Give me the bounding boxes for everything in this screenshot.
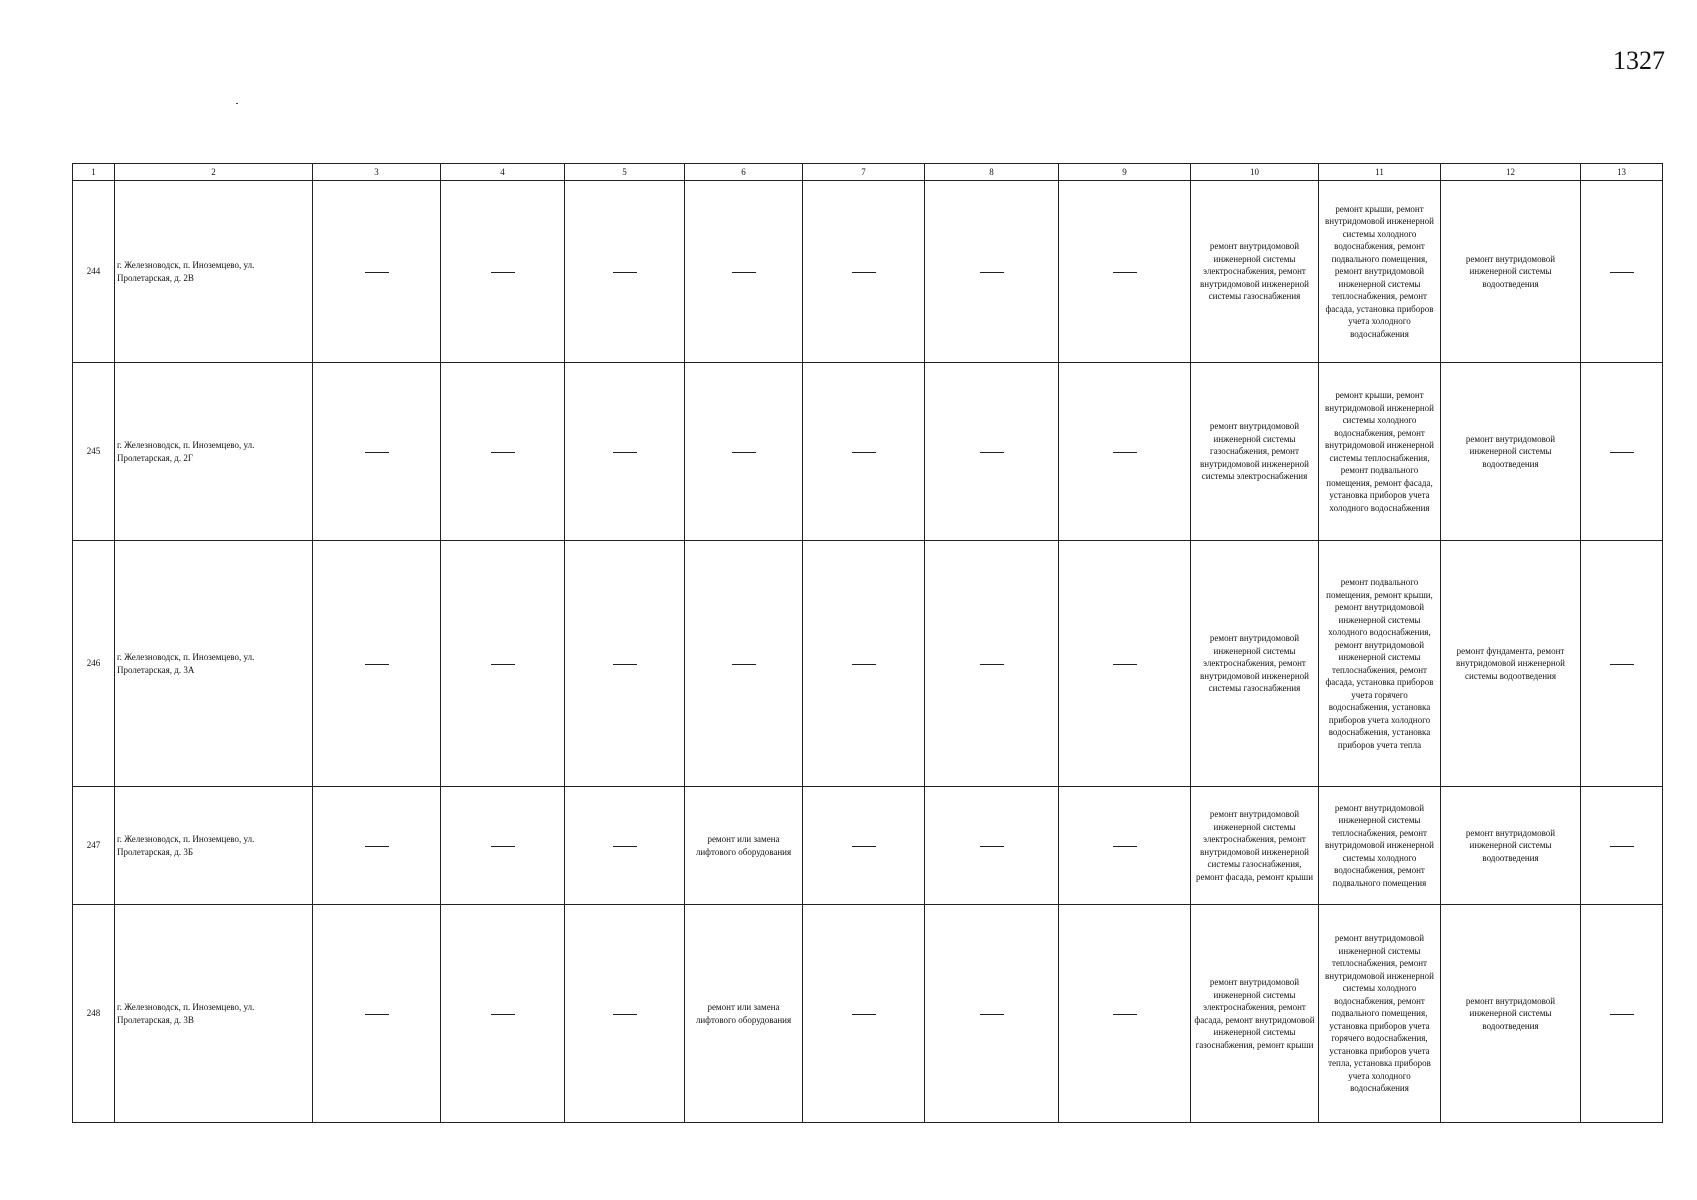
page-number: 1327 bbox=[1613, 46, 1665, 75]
dash-mark bbox=[732, 664, 756, 665]
work-cell-col11: ремонт внутридомовой инженерной системы теплоснабжения, ремонт внутридомовой инженерной системы холодного водоснабжения, ремонт подвального помещения, установка приборов учета горячего водоснабжения, установка приборов учета тепла, установка приборов учета холодного водоснабжения bbox=[1319, 905, 1441, 1123]
column-number: 12 bbox=[1441, 164, 1581, 181]
address-cell: г. Железноводск, п. Иноземцево, ул. Пролетарская, д. 2В bbox=[115, 181, 313, 363]
dash-cell bbox=[685, 541, 803, 787]
dash-cell bbox=[565, 541, 685, 787]
dash-mark bbox=[365, 452, 389, 453]
dash-mark bbox=[1610, 846, 1634, 847]
work-cell-col10: ремонт внутридомовой инженерной системы электроснабжения, ремонт внутридомовой инженерной системы газоснабжения bbox=[1191, 181, 1319, 363]
dash-cell bbox=[313, 181, 441, 363]
dash-cell bbox=[1581, 363, 1663, 541]
dash-cell bbox=[1059, 787, 1191, 905]
dash-mark bbox=[732, 452, 756, 453]
dash-cell bbox=[1581, 787, 1663, 905]
column-number: 10 bbox=[1191, 164, 1319, 181]
column-number: 1 bbox=[73, 164, 115, 181]
column-number: 5 bbox=[565, 164, 685, 181]
row-number: 247 bbox=[73, 787, 115, 905]
address-cell: г. Железноводск, п. Иноземцево, ул. Пролетарская, д. 3А bbox=[115, 541, 313, 787]
work-cell-col12: ремонт фундамента, ремонт внутридомовой инженерной системы водоотведения bbox=[1441, 541, 1581, 787]
dash-cell bbox=[1581, 541, 1663, 787]
dash-mark bbox=[1610, 272, 1634, 273]
work-cell-col6: ремонт или замена лифтового оборудования bbox=[685, 787, 803, 905]
dash-cell bbox=[1581, 905, 1663, 1123]
column-number-row bbox=[73, 164, 1663, 181]
table-row bbox=[73, 787, 1663, 905]
dash-mark bbox=[852, 1014, 876, 1015]
dash-mark bbox=[980, 272, 1004, 273]
dash-mark bbox=[491, 272, 515, 273]
dash-mark bbox=[613, 1014, 637, 1015]
dash-mark bbox=[980, 664, 1004, 665]
dash-mark bbox=[732, 272, 756, 273]
dash-cell bbox=[925, 181, 1059, 363]
dash-cell bbox=[313, 541, 441, 787]
address-cell: г. Железноводск, п. Иноземцево, ул. Пролетарская, д. 3Б bbox=[115, 787, 313, 905]
dash-mark bbox=[1610, 664, 1634, 665]
dash-mark bbox=[491, 452, 515, 453]
dash-mark bbox=[491, 1014, 515, 1015]
work-cell-col11: ремонт внутридомовой инженерной системы теплоснабжения, ремонт внутридомовой инженерной системы холодного водоснабжения, ремонт подвального помещения bbox=[1319, 787, 1441, 905]
dash-mark bbox=[980, 846, 1004, 847]
address-cell: г. Железноводск, п. Иноземцево, ул. Пролетарская, д. 3В bbox=[115, 905, 313, 1123]
dash-cell bbox=[1059, 905, 1191, 1123]
column-number: 9 bbox=[1059, 164, 1191, 181]
dash-mark bbox=[1610, 1014, 1634, 1015]
work-cell-col11: ремонт крыши, ремонт внутридомовой инженерной системы холодного водоснабжения, ремонт внутридомовой инженерной системы теплоснабжения, ремонт подвального помещения, ремонт фасада, установка приборов учета холодного водоснабжения bbox=[1319, 363, 1441, 541]
address-cell: г. Железноводск, п. Иноземцево, ул. Пролетарская, д. 2Г bbox=[115, 363, 313, 541]
table-row bbox=[73, 181, 1663, 363]
work-cell-col11: ремонт подвального помещения, ремонт крыши, ремонт внутридомовой инженерной системы холодного водоснабжения, ремонт внутридомовой инженерной системы теплоснабжения, ремонт фасада, установка приборов учета горячего водоснабжения, установка приборов учета холодного водоснабжения, установка приборов учета тепла bbox=[1319, 541, 1441, 787]
column-number: 13 bbox=[1581, 164, 1663, 181]
row-number: 248 bbox=[73, 905, 115, 1123]
work-cell-col10: ремонт внутридомовой инженерной системы электроснабжения, ремонт внутридомовой инженерной системы газоснабжения bbox=[1191, 541, 1319, 787]
dash-cell bbox=[925, 363, 1059, 541]
dash-cell bbox=[565, 905, 685, 1123]
dash-mark bbox=[1610, 452, 1634, 453]
dash-mark bbox=[365, 664, 389, 665]
dash-cell bbox=[565, 181, 685, 363]
dash-mark bbox=[852, 846, 876, 847]
dash-mark bbox=[1113, 272, 1137, 273]
dash-mark bbox=[980, 1014, 1004, 1015]
scan-speck bbox=[236, 103, 238, 104]
column-number: 4 bbox=[441, 164, 565, 181]
work-cell-col12: ремонт внутридомовой инженерной системы водоотведения bbox=[1441, 787, 1581, 905]
dash-cell bbox=[1581, 181, 1663, 363]
work-cell-col10: ремонт внутридомовой инженерной системы электроснабжения, ремонт фасада, ремонт внутридомовой инженерной системы газоснабжения, ремонт крыши bbox=[1191, 905, 1319, 1123]
dash-mark bbox=[852, 272, 876, 273]
dash-mark bbox=[613, 452, 637, 453]
dash-mark bbox=[1113, 452, 1137, 453]
column-number: 6 bbox=[685, 164, 803, 181]
repair-register-table bbox=[72, 163, 1663, 1123]
dash-mark bbox=[365, 846, 389, 847]
dash-cell bbox=[313, 363, 441, 541]
dash-cell bbox=[1059, 363, 1191, 541]
dash-cell bbox=[441, 363, 565, 541]
dash-cell bbox=[803, 787, 925, 905]
dash-mark bbox=[491, 664, 515, 665]
dash-mark bbox=[491, 846, 515, 847]
dash-cell bbox=[803, 541, 925, 787]
column-number: 8 bbox=[925, 164, 1059, 181]
dash-cell bbox=[441, 181, 565, 363]
work-cell-col12: ремонт внутридомовой инженерной системы водоотведения bbox=[1441, 905, 1581, 1123]
dash-cell bbox=[313, 905, 441, 1123]
work-cell-col10: ремонт внутридомовой инженерной системы газоснабжения, ремонт внутридомовой инженерной системы электроснабжения bbox=[1191, 363, 1319, 541]
work-cell-col11: ремонт крыши, ремонт внутридомовой инженерной системы холодного водоснабжения, ремонт подвального помещения, ремонт внутридомовой инженерной системы теплоснабжения, ремонт фасада, установка приборов учета холодного водоснабжения bbox=[1319, 181, 1441, 363]
work-cell-col6: ремонт или замена лифтового оборудования bbox=[685, 905, 803, 1123]
column-number: 3 bbox=[313, 164, 441, 181]
table-row bbox=[73, 541, 1663, 787]
dash-cell bbox=[925, 905, 1059, 1123]
dash-cell bbox=[441, 905, 565, 1123]
dash-cell bbox=[565, 787, 685, 905]
work-cell-col12: ремонт внутридомовой инженерной системы водоотведения bbox=[1441, 363, 1581, 541]
dash-mark bbox=[365, 1014, 389, 1015]
dash-cell bbox=[803, 181, 925, 363]
table-row bbox=[73, 363, 1663, 541]
row-number: 244 bbox=[73, 181, 115, 363]
dash-mark bbox=[1113, 664, 1137, 665]
dash-cell bbox=[313, 787, 441, 905]
dash-mark bbox=[613, 272, 637, 273]
dash-cell bbox=[925, 787, 1059, 905]
dash-cell bbox=[441, 787, 565, 905]
work-cell-col10: ремонт внутридомовой инженерной системы электроснабжения, ремонт внутридомовой инженерной системы газоснабжения, ремонт фасада, ремонт крыши bbox=[1191, 787, 1319, 905]
dash-cell bbox=[803, 363, 925, 541]
work-cell-col12: ремонт внутридомовой инженерной системы водоотведения bbox=[1441, 181, 1581, 363]
dash-mark bbox=[852, 664, 876, 665]
column-number: 11 bbox=[1319, 164, 1441, 181]
dash-mark bbox=[1113, 846, 1137, 847]
dash-mark bbox=[613, 846, 637, 847]
dash-mark bbox=[1113, 1014, 1137, 1015]
dash-cell bbox=[565, 363, 685, 541]
column-number: 2 bbox=[115, 164, 313, 181]
dash-cell bbox=[685, 181, 803, 363]
dash-cell bbox=[1059, 181, 1191, 363]
column-number: 7 bbox=[803, 164, 925, 181]
dash-cell bbox=[685, 363, 803, 541]
dash-mark bbox=[852, 452, 876, 453]
dash-mark bbox=[365, 272, 389, 273]
dash-mark bbox=[980, 452, 1004, 453]
dash-cell bbox=[803, 905, 925, 1123]
dash-mark bbox=[613, 664, 637, 665]
dash-cell bbox=[925, 541, 1059, 787]
table-row bbox=[73, 905, 1663, 1123]
dash-cell bbox=[441, 541, 565, 787]
dash-cell bbox=[1059, 541, 1191, 787]
row-number: 246 bbox=[73, 541, 115, 787]
row-number: 245 bbox=[73, 363, 115, 541]
